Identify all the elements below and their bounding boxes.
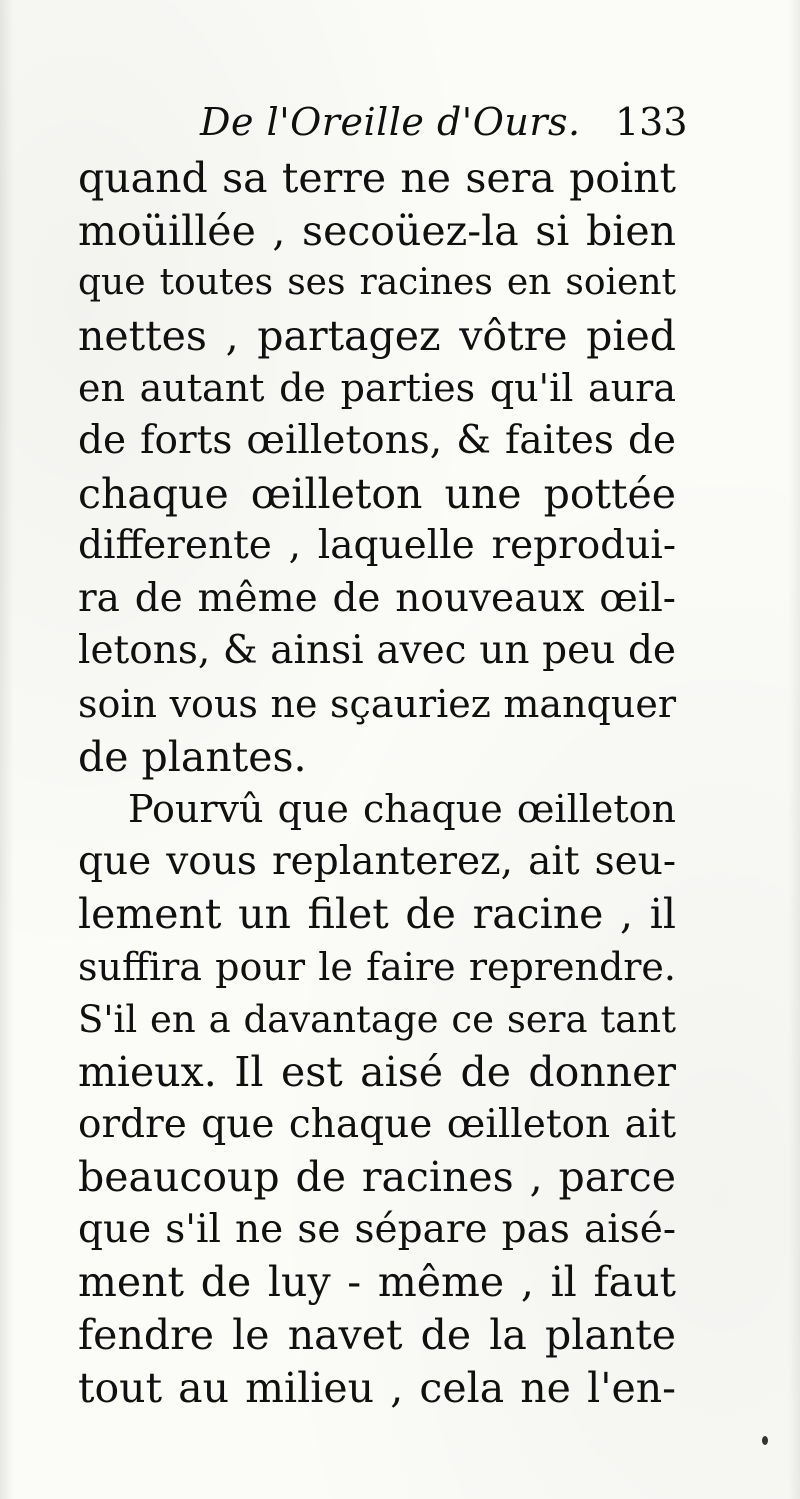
text-line: moüillée , secoüez-la si bien [78,206,676,255]
text-line: beaucoup de racines , parce [78,1153,676,1202]
page-right-edge-shadow [788,0,800,1499]
text-line: que toutes ses racines en soient [78,262,676,304]
text-line: ordre que chaque œilleton ait [78,1101,676,1147]
body-text [78,152,676,1414]
text-line: quand sa terre ne sera point [78,154,676,202]
text-line: ra de même de nouveaux œil- [78,575,676,621]
text-line: chaque œilleton une pottée [78,469,676,518]
text-line: de forts œilletons, & faites de [78,417,676,463]
text-line: que vous replanterez, ait seu- [78,838,676,884]
page-number: 133 [615,100,688,144]
text-line: mieux. Il est aisé de donner [78,1048,676,1097]
text-line: que s'il ne se sépare pas aisé- [78,1206,676,1252]
paragraph-start-line: Pourvû que chaque œilleton [128,787,676,832]
page-left-edge-shadow [0,0,14,1499]
text-line: ment de luy - même , il faut [78,1258,676,1307]
text-line: nettes , partagez vôtre pied [78,311,676,360]
ink-speck [762,1436,768,1445]
text-line: soin vous ne sçauriez manquer [78,681,676,726]
text-line: letons, & ainsi avec un peu de [78,628,676,674]
text-line: en autant de parties qu'il aura [78,366,676,411]
text-line: lement un filet de racine , il [78,890,676,939]
text-line: fendre le navet de la plante [78,1311,676,1360]
page-header [200,100,688,150]
text-line: differente , laquelle reprodui- [78,523,676,569]
running-title: De l'Oreille d'Ours. [200,100,581,144]
text-line: S'il en a davantage ce sera tant [78,997,676,1041]
text-line: tout au milieu , cela ne l'en- [78,1363,676,1412]
paragraph-end-line: de plantes. [78,732,307,781]
text-line: suffira pour le faire reprendre. [78,944,676,989]
